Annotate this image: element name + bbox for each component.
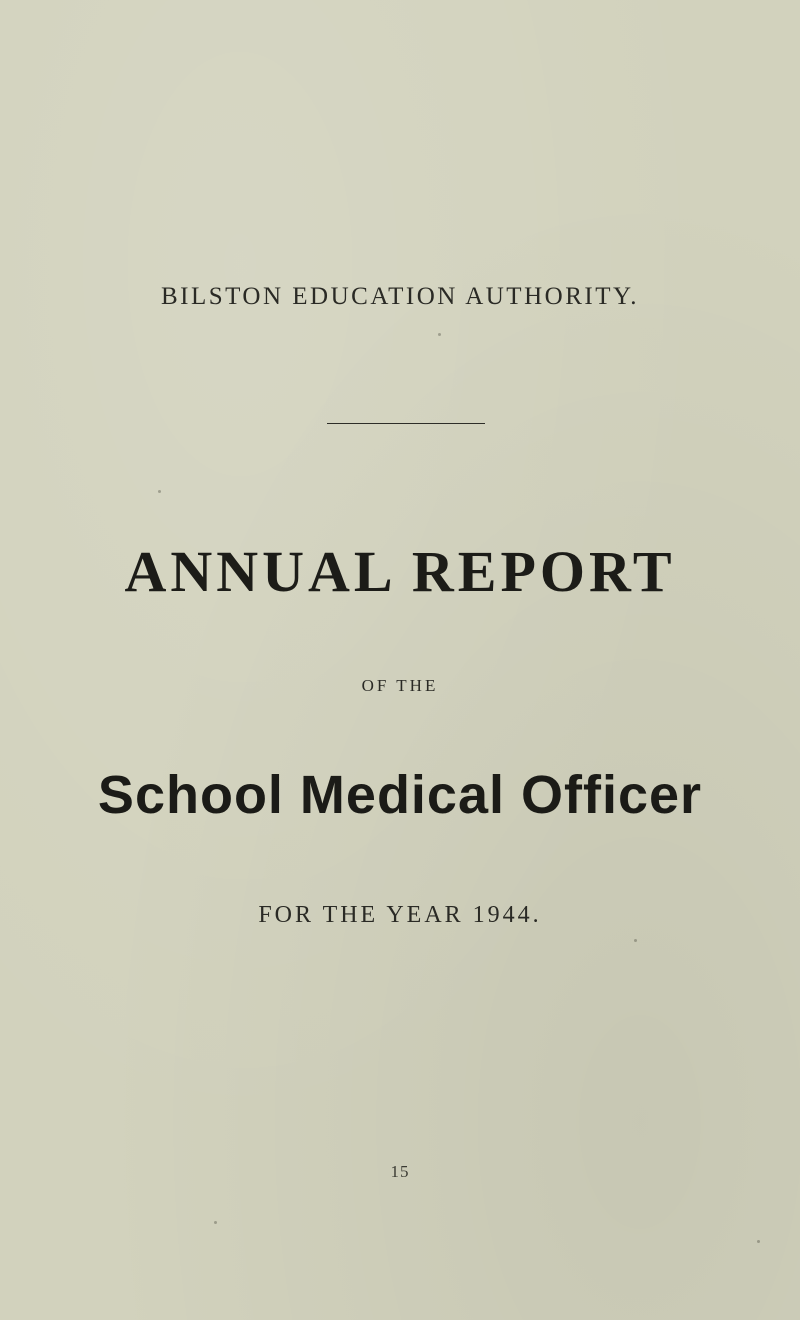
- report-year: FOR THE YEAR 1944.: [258, 902, 542, 928]
- paper-speck: [158, 490, 161, 493]
- title-connector: OF THE: [361, 676, 439, 695]
- paper-speck: [214, 1221, 217, 1224]
- page-number: 15: [390, 1162, 410, 1181]
- report-title: ANNUAL REPORT: [124, 539, 676, 604]
- paper-speck: [634, 939, 637, 942]
- paper-speck: [438, 333, 441, 336]
- report-subtitle: School Medical Officer: [97, 765, 703, 825]
- title-divider: [327, 423, 485, 424]
- authority-heading: BILSTON EDUCATION AUTHORITY.: [160, 283, 640, 310]
- paper-speck: [757, 1240, 760, 1243]
